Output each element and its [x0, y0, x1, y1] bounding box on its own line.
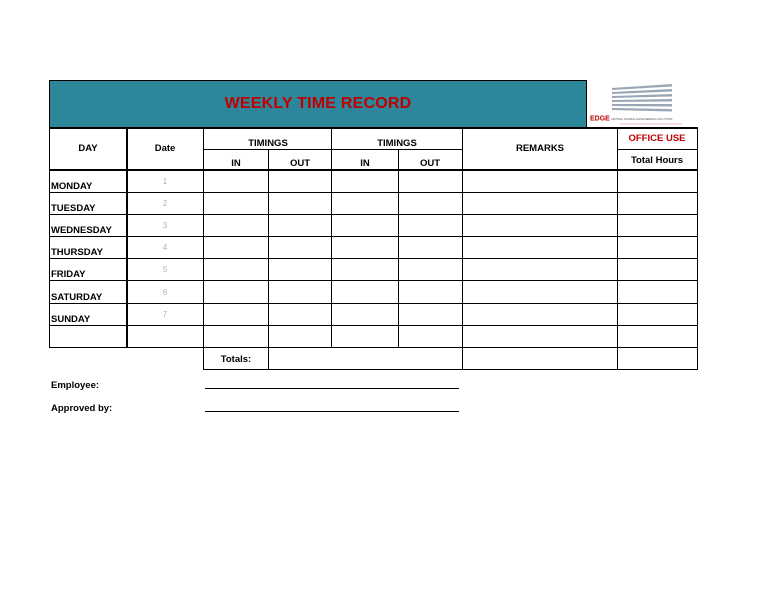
employee-label: Employee:	[51, 380, 100, 391]
left-border	[49, 80, 50, 348]
day-date-divider	[126, 127, 128, 348]
header-bottom-border	[49, 169, 698, 171]
right-border	[697, 127, 698, 370]
timings-group-divider	[331, 127, 332, 348]
header-in-2: IN	[360, 158, 370, 169]
in-out-divider-1	[268, 149, 269, 370]
row-day-label: MONDAY	[51, 181, 93, 192]
row-divider	[49, 280, 698, 281]
row-date-number: 6	[162, 288, 168, 297]
row-divider	[49, 347, 698, 348]
row-day-label: TUESDAY	[51, 203, 96, 214]
logo-stripes-icon	[612, 84, 672, 112]
header-timings-2: TIMINGS	[377, 138, 417, 149]
page-title: WEEKLY TIME RECORD	[224, 95, 412, 112]
row-divider	[49, 325, 698, 326]
row-day-label: WEDNESDAY	[51, 225, 112, 236]
row-date-number: 2	[162, 199, 168, 208]
row-date-number: 4	[162, 243, 168, 252]
row-day-label: SATURDAY	[51, 292, 103, 303]
header-day: DAY	[78, 143, 98, 154]
timings-remarks-divider	[462, 127, 463, 370]
totals-label: Totals:	[220, 354, 252, 365]
header-total-hours: Total Hours	[630, 155, 684, 166]
header-timings-1: TIMINGS	[248, 138, 288, 149]
header-out-1: OUT	[289, 158, 311, 169]
row-divider	[49, 258, 698, 259]
office-use-subheader-line	[618, 149, 698, 150]
row-date-number: 3	[162, 221, 168, 230]
in-out-divider-2	[398, 149, 399, 348]
row-date-number: 5	[162, 265, 168, 274]
title-banner	[49, 80, 587, 128]
approved-by-signature-line	[205, 411, 459, 412]
row-divider	[49, 214, 698, 215]
row-date-number: 7	[162, 310, 168, 319]
header-top-border	[49, 127, 698, 129]
row-day-label: THURSDAY	[51, 247, 103, 258]
company-logo	[590, 82, 698, 126]
row-divider	[49, 236, 698, 237]
row-divider	[49, 303, 698, 304]
employee-signature-line	[205, 388, 459, 389]
row-day-label: SUNDAY	[51, 314, 91, 325]
remarks-office-divider	[617, 127, 618, 370]
totals-bottom-border	[204, 369, 698, 370]
logo-tagline: CENTRAL TRADING & ENGINEERING SOLUTIONS	[611, 118, 673, 121]
logo-brand-text: EDGE	[590, 115, 610, 123]
header-date: Date	[154, 143, 176, 154]
header-remarks: REMARKS	[515, 143, 565, 154]
row-day-label: FRIDAY	[51, 269, 86, 280]
header-out-2: OUT	[419, 158, 441, 169]
timings-subheader-line	[204, 149, 463, 150]
date-timings-divider	[203, 127, 204, 370]
approved-by-label: Approved by:	[51, 403, 113, 414]
row-divider	[49, 192, 698, 193]
row-date-number: 1	[162, 177, 168, 186]
header-office-use: OFFICE USE	[628, 133, 686, 144]
header-in-1: IN	[231, 158, 241, 169]
